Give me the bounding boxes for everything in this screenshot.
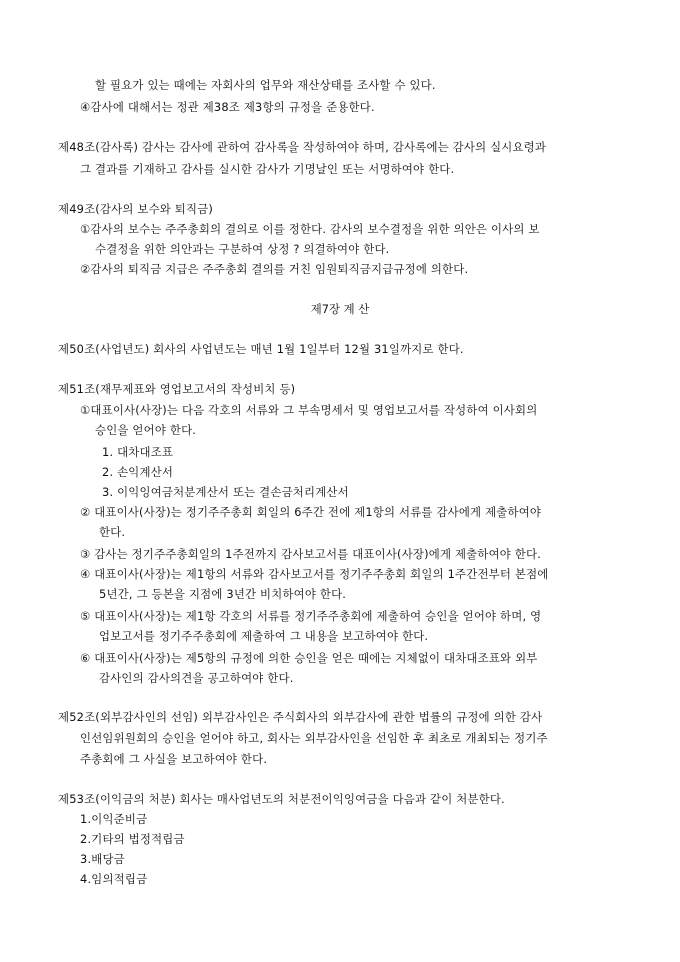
text-line: ④감사에 대해서는 정관 제38조 제3항의 규정을 준용한다.: [80, 100, 375, 114]
text-line: 제51조(재무제표와 영업보고서의 작성비치 등): [58, 382, 296, 396]
list-item: 2.기타의 법정적립금: [80, 832, 185, 846]
text-line: 제49조(감사의 보수와 퇴직금): [58, 202, 214, 216]
text-line: ② 대표이사(사장)는 정기주주총회 회일의 6주간 전에 제1항의 서류를 감사에게 제출하여야: [80, 505, 542, 519]
text-line: 업보고서를 정기주주총회에 제출하여 그 내용을 보고하여야 한다.: [99, 629, 429, 643]
text-line: 할 필요가 있는 때에는 자회사의 업무와 재산상태를 조사할 수 있다.: [95, 78, 436, 92]
chapter-heading: 제7장 계 산: [310, 302, 370, 316]
list-item: 2. 손익계산서: [102, 465, 174, 479]
text-line: 인선임위원회의 승인을 얻어야 하고, 회사는 외부감사인을 선임한 후 최초로 개최되는 정기주: [80, 731, 548, 745]
text-line: ②감사의 퇴직금 지급은 주주총회 결의를 거친 임원퇴직금지급규정에 의한다.: [80, 262, 469, 276]
text-line: 제52조(외부감사인의 선임) 외부감사인은 주식회사의 외부감사에 관한 법률의 규정에 의한 감사: [58, 710, 543, 724]
text-line: 제53조(이익금의 처분) 회사는 매사업년도의 처분전이익잉여금을 다음과 같이 처분한다.: [58, 792, 505, 806]
text-line: 제50조(사업년도) 회사의 사업년도는 매년 1월 1일부터 12월 31일까지로 한다.: [58, 342, 464, 356]
text-line: 그 결과를 기재하고 감사를 실시한 감사가 기명날인 또는 서명하여야 한다.: [80, 162, 455, 176]
list-item: 3. 이익잉여금처분계산서 또는 결손금처리계산서: [102, 485, 349, 499]
text-line: 제48조(감사록) 감사는 감사에 관하여 감사록을 작성하여야 하며, 감사록에는 감사의 실시요령과: [58, 140, 547, 154]
text-line: 승인을 얻어야 한다.: [95, 423, 197, 437]
text-line: 감사인의 감사의견을 공고하여야 한다.: [99, 671, 294, 685]
list-item: 4.임의적립금: [80, 872, 148, 886]
text-line: ①감사의 보수는 주주총회의 결의로 이를 정한다. 감사의 보수결정을 위한 의안은 이사의 보: [80, 222, 540, 236]
text-line: 수결정을 위한 의안과는 구분하여 상정 ? 의결하여야 한다.: [95, 242, 390, 256]
text-line: 주총회에 그 사실을 보고하여야 한다.: [80, 752, 268, 766]
text-line: ⑥ 대표이사(사장)는 제5항의 규정에 의한 승인을 얻은 때에는 지체없이 대차대조표와 외부: [80, 651, 538, 665]
text-line: ①대표이사(사장)는 다음 각호의 서류와 그 부속명세서 및 영업보고서를 작성하여 이사회의: [80, 403, 538, 417]
text-line: ④ 대표이사(사장)는 제1항의 서류와 감사보고서를 정기주주총회 회일의 1주간전부터 본점에: [80, 567, 549, 581]
list-item: 1.이익준비금: [80, 812, 148, 826]
text-line: ⑤ 대표이사(사장)는 제1항 각호의 서류를 정기주주총회에 제출하여 승인을 얻어야 하며, 영: [80, 609, 542, 623]
text-line: 5년간, 그 등본을 지점에 3년간 비치하여야 한다.: [99, 587, 347, 601]
text-line: ③ 감사는 정기주주총회일의 1주전까지 감사보고서를 대표이사(사장)에게 제출하여야 한다.: [80, 547, 542, 561]
list-item: 1. 대차대조표: [102, 445, 174, 459]
list-item: 3.배당금: [80, 852, 125, 866]
text-line: 한다.: [99, 525, 126, 539]
